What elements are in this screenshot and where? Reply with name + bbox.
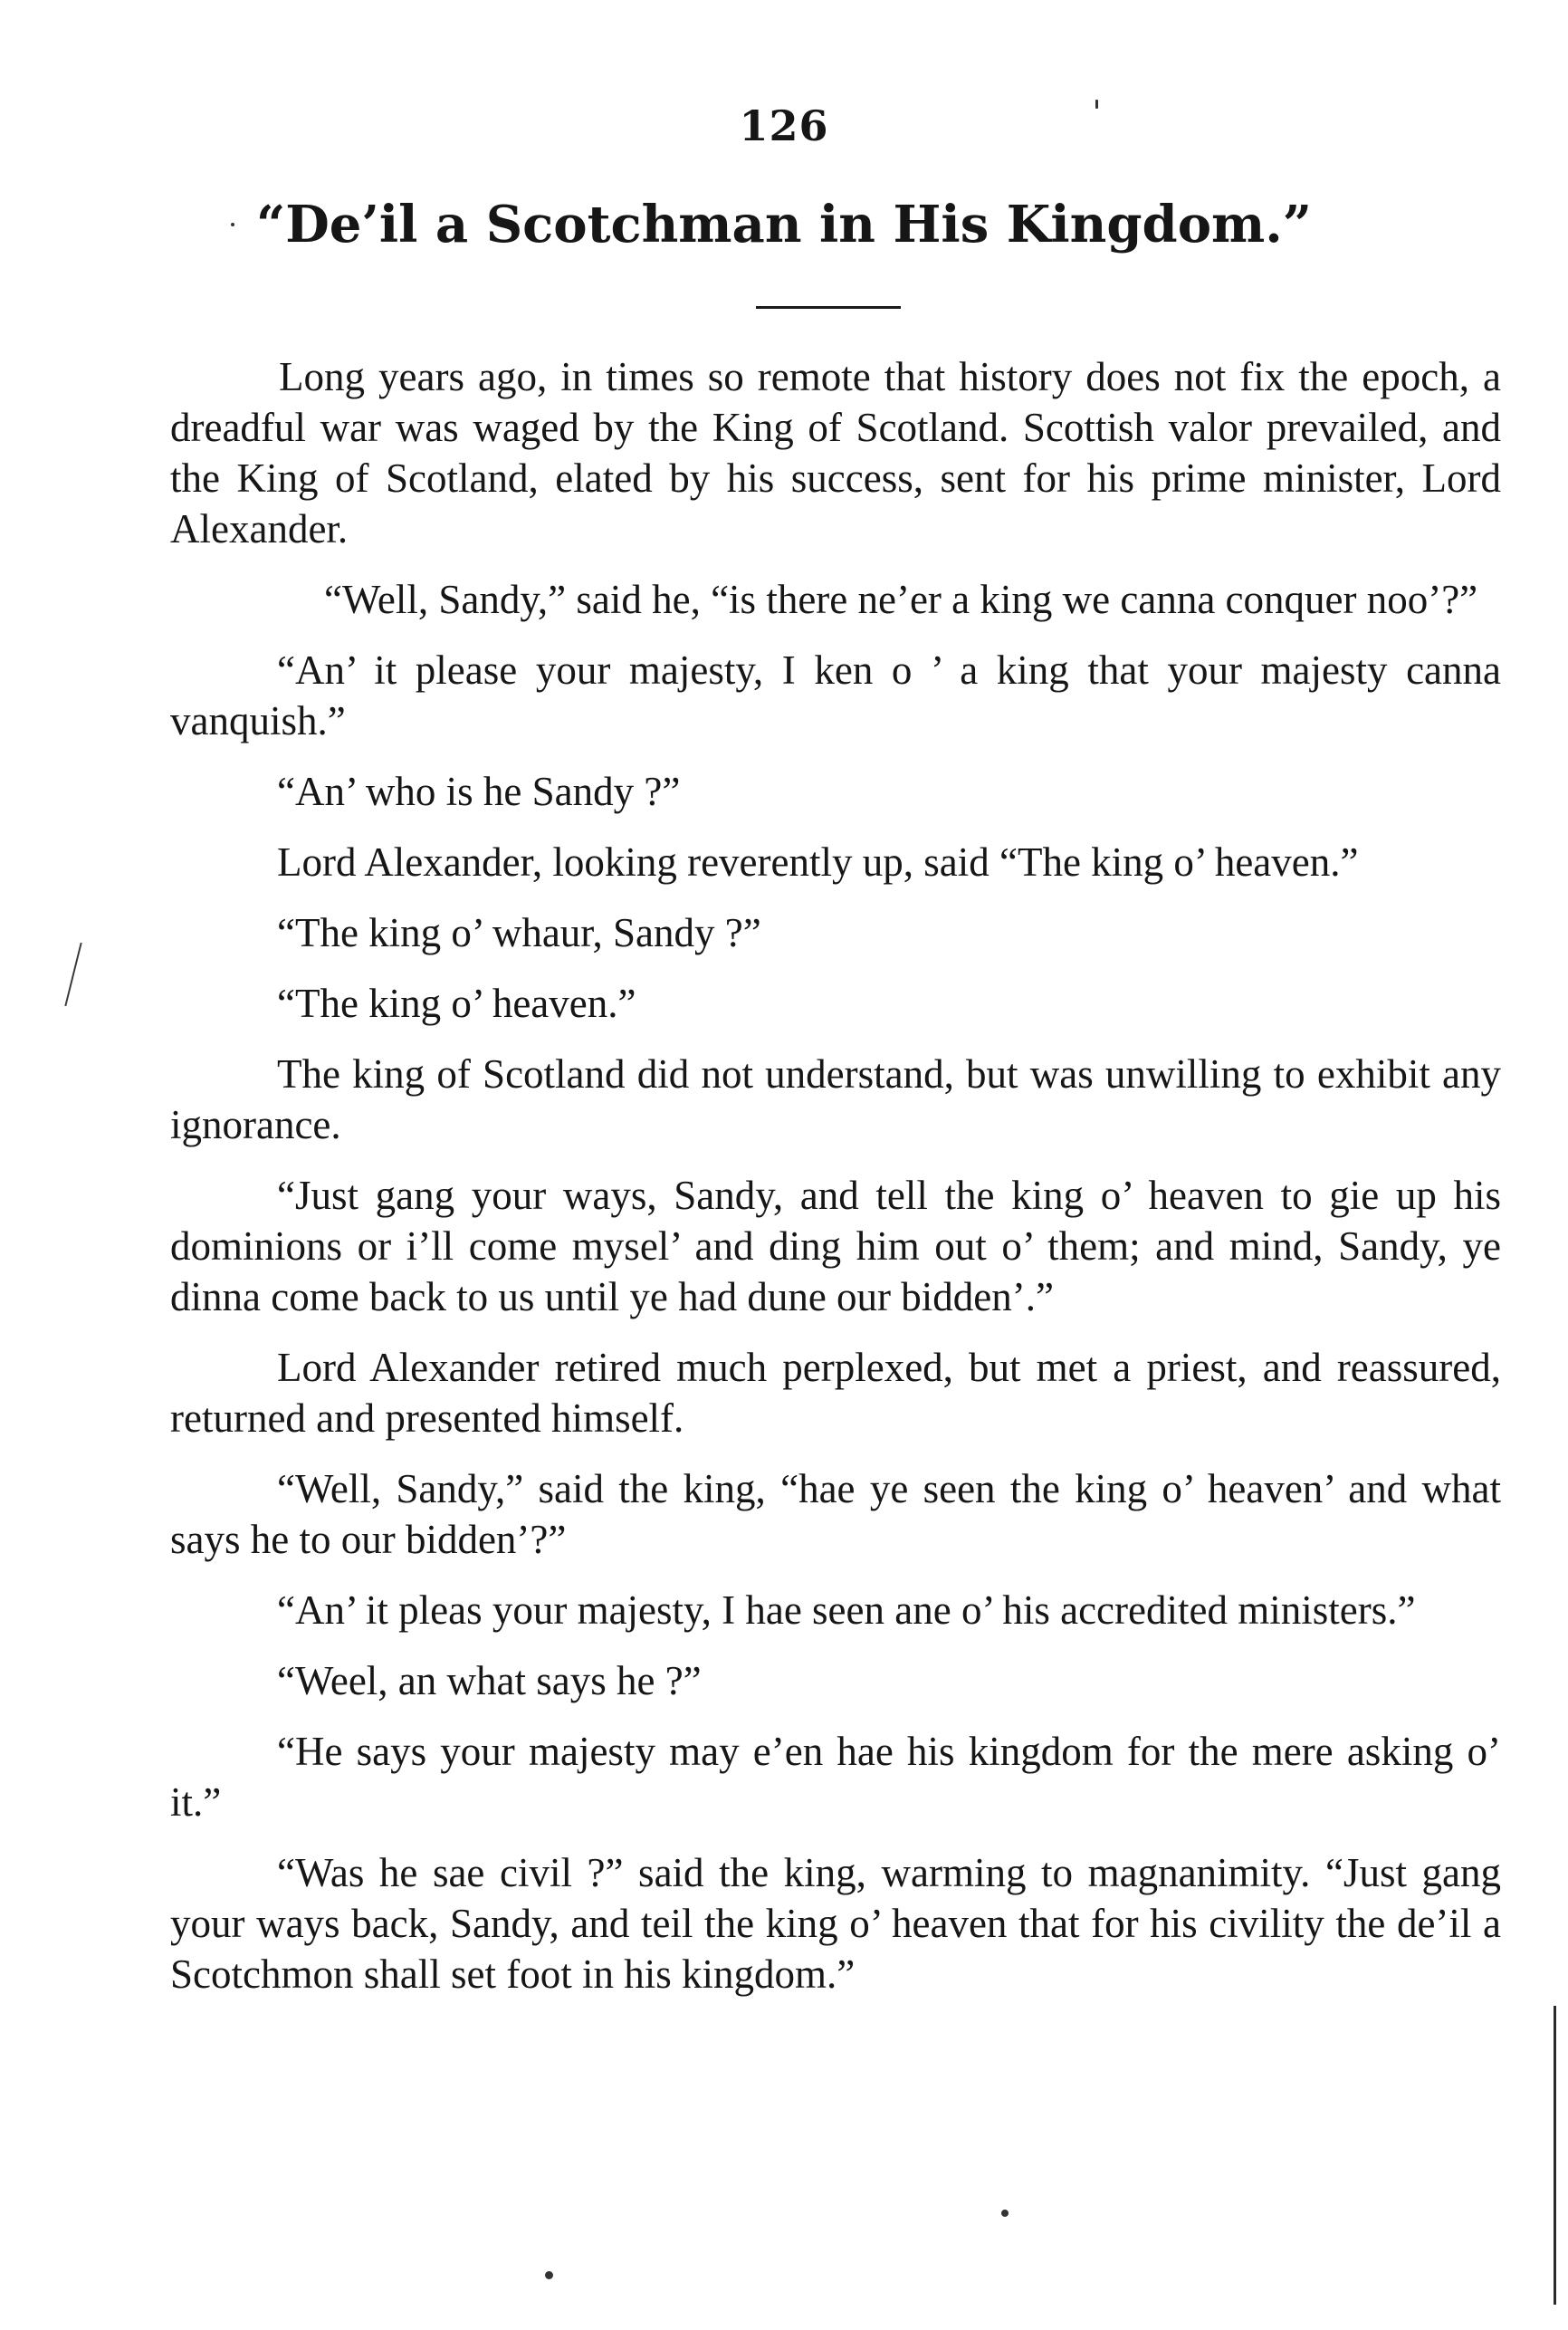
paragraph: Long years ago, in times so remote that history does not fix the epoch, a dreadful war was waged by the King of Scotland. Scottish valor prevailed, and the King of Scotland, elated by his success, sent for his prime minister, Lord Alexander. [170,354,1501,551]
title-divider [756,306,901,309]
paragraph: “The king o’ heaven.” [277,981,636,1026]
scan-edge-mark [1554,2006,1556,2305]
paragraph: “Was he sae civil ?” said the king, warming to magnanimity. “Just gang your ways back, Sandy, and teil the king o’ heaven that for his civility the de’il a Scotchmon shall set foot in his kingdom.” [170,1850,1501,1997]
page-title: “De’il a Scotchman in His Kingdom.” [255,195,1313,254]
paragraph: “Weel, an what says he ?” [277,1658,702,1703]
scan-speck [545,2271,553,2279]
paragraph: “An’ who is he Sandy ?” [277,769,681,814]
margin-pencil-mark [64,943,81,1006]
paragraph: Lord Alexander, looking reverently up, said “The king o’ heaven.” [277,839,1359,885]
paragraph: “Just gang your ways, Sandy, and tell the king o’ heaven to gie up his dominions or i’ll come mysel’ and ding him out o’ them; and mind, Sandy, ye dinna come back to us until ye had dune our bidden’.” [170,1173,1501,1319]
scan-speck [1001,2210,1009,2217]
paragraph: The king of Scotland did not understand, but was unwilling to exhibit any ignorance. [170,1051,1501,1147]
paragraph: “Well, Sandy,” said he, “is there ne’er a king we canna conquer noo’?” [324,577,1478,622]
page-number: 126 [739,101,829,150]
paragraph: “He says your majesty may e’en hae his kingdom for the mere asking o’ it.” [170,1729,1501,1825]
paragraph: “An’ it please your majesty, I ken o ’ a king that your majesty canna vanquish.” [170,647,1501,743]
paragraph: “The king o’ whaur, Sandy ?” [277,910,761,955]
scan-speck [231,223,234,226]
body-text [170,351,1501,2019]
paragraph: “Well, Sandy,” said the king, “hae ye seen the king o’ heaven’ and what says he to our bidden’?” [170,1466,1501,1562]
paragraph: Lord Alexander retired much perplexed, but met a priest, and reassured, returned and presented himself. [170,1345,1501,1441]
paragraph: “An’ it pleas your majesty, I hae seen ane o’ his accredited ministers.” [277,1587,1416,1633]
scan-speck [1095,100,1098,109]
